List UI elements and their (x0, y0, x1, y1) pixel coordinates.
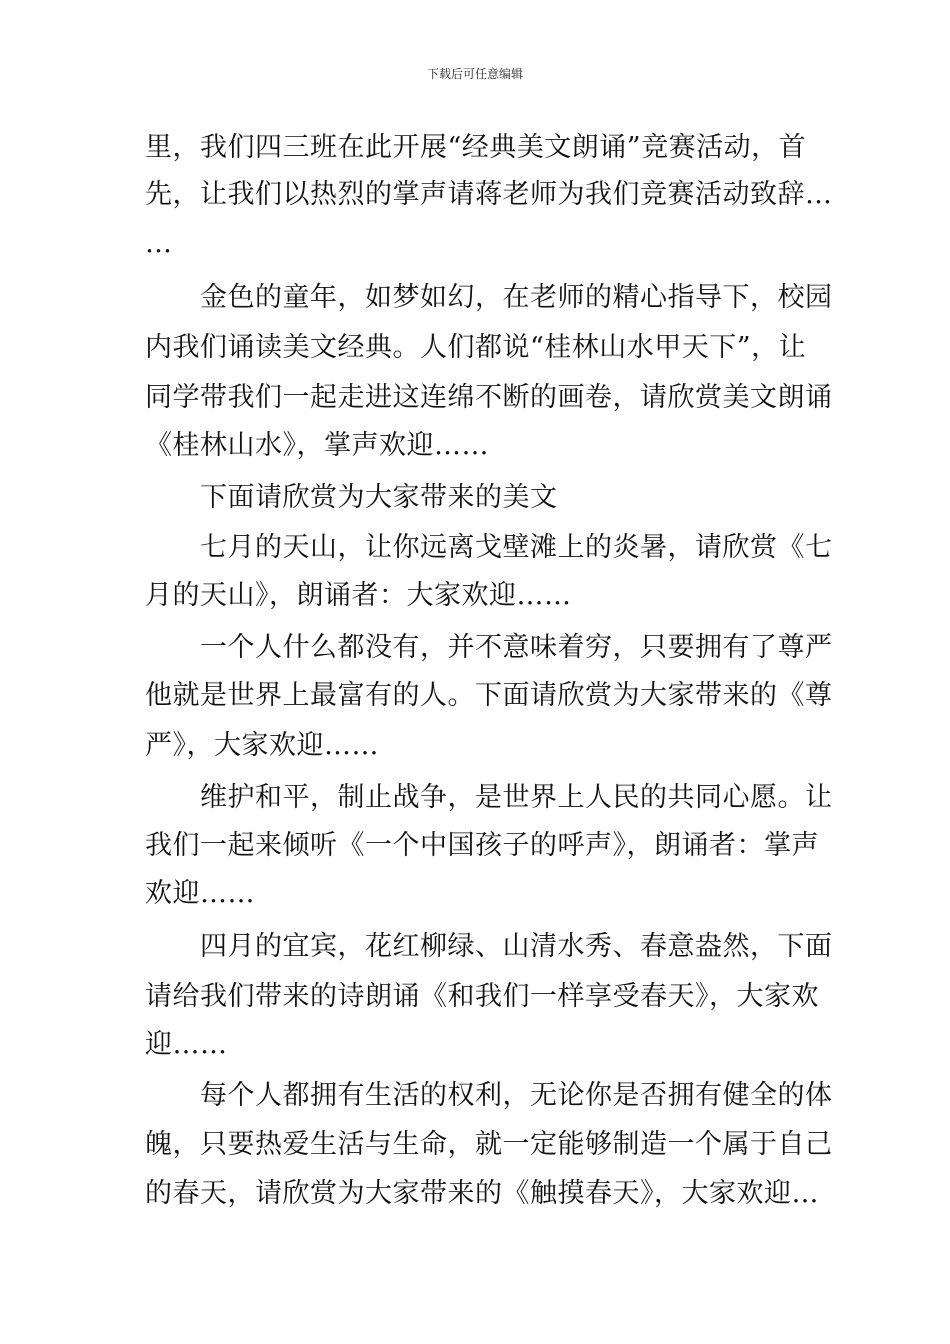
text-line: 欢迎…… (145, 878, 255, 909)
text-line: 七月的天山，让你远离戈壁滩上的炎暑，请欣赏《七 (200, 532, 833, 563)
text-line: … (145, 228, 173, 259)
text-line: 每个人都拥有生活的权利，无论你是否拥有健全的体 (200, 1080, 833, 1111)
text-line: 里，我们四三班在此开展“经典美文朗诵”竞赛活动，首 (145, 132, 807, 163)
text-line: 他就是世界上最富有的人。下面请欣赏为大家带来的《尊 (145, 680, 833, 711)
text-line: 迎…… (145, 1029, 228, 1060)
text-line: 的春天，请欣赏为大家带来的《触摸春天》，大家欢迎… (145, 1178, 819, 1209)
text-line: 严》，大家欢迎…… (145, 730, 379, 761)
text-line: 《桂林山水》，掌声欢迎…… (145, 430, 489, 461)
text-line: 内我们诵读美文经典。人们都说“桂林山水甲天下”，让 (145, 332, 807, 363)
text-line: 先，让我们以热烈的掌声请蒋老师为我们竞赛活动致辞… (145, 179, 833, 210)
text-line: 我们一起来倾听《一个中国孩子的呼声》，朗诵者：掌声 (145, 830, 819, 861)
page-header: 下载后可任意编辑 (426, 67, 523, 81)
text-line: 维护和平，制止战争，是世界上人民的共同心愿。让 (200, 782, 833, 813)
text-line: 同学带我们一起走进这连绵不断的画卷，请欣赏美文朗诵 (145, 382, 833, 413)
text-line: 魄，只要热爱生活与生命，就一定能够制造一个属于自己 (145, 1129, 833, 1160)
text-line: 四月的宜宾，花红柳绿、山清水秀、春意盎然，下面 (200, 931, 833, 962)
text-line: 金色的童年，如梦如幻，在老师的精心指导下，校园 (200, 282, 833, 313)
text-line: 一个人什么都没有，并不意味着穷，只要拥有了尊严 (200, 632, 833, 663)
text-line: 下面请欣赏为大家带来的美文 (200, 482, 558, 513)
text-line: 请给我们带来的诗朗诵《和我们一样享受春天》，大家欢 (145, 981, 819, 1012)
text-line: 月的天山》，朗诵者：大家欢迎…… (145, 580, 572, 611)
